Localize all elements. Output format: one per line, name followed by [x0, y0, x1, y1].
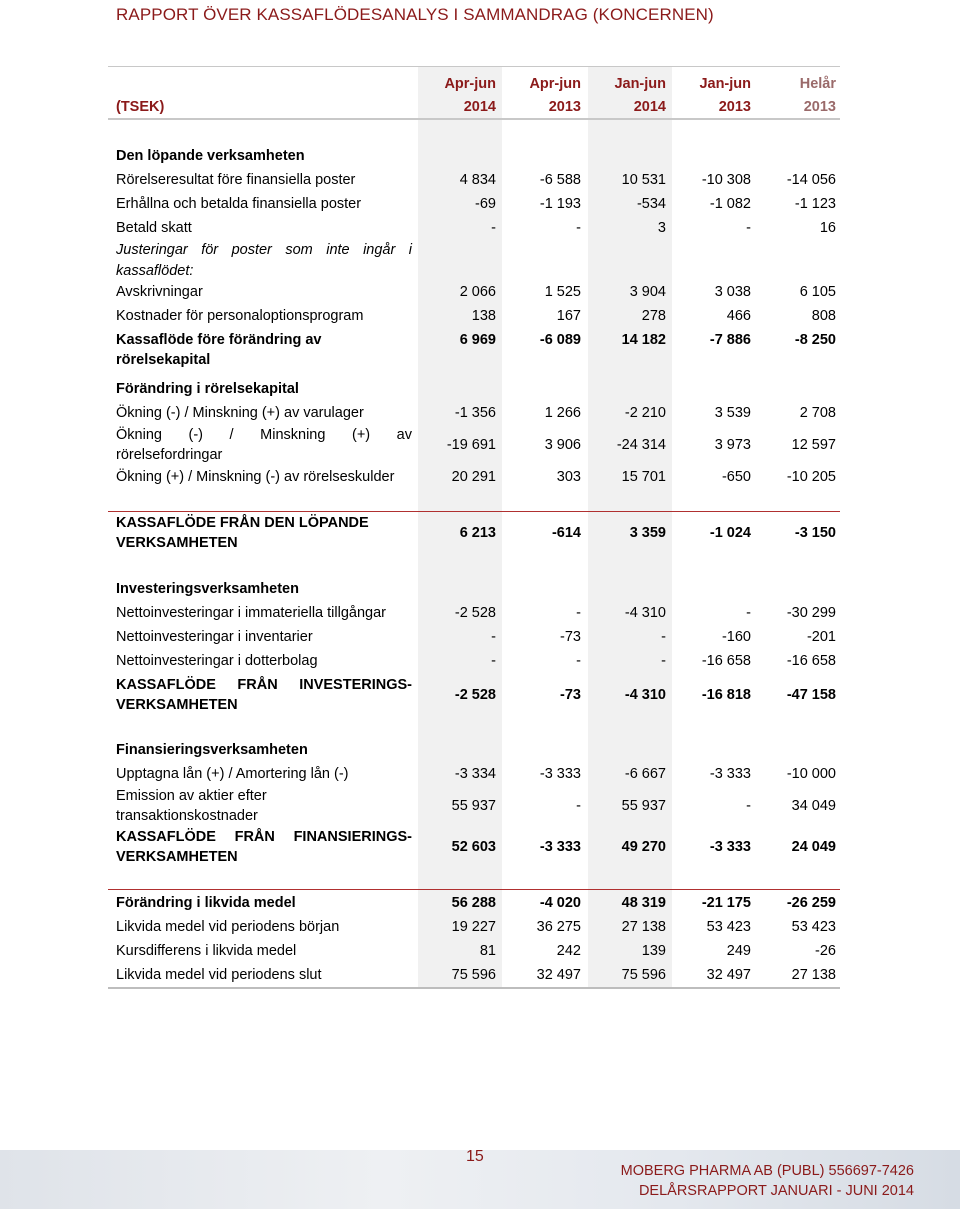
cell-value: 242 [556, 943, 581, 959]
cell-value: 48 319 [621, 895, 666, 911]
cell-value: -1 024 [709, 525, 751, 541]
row-label: Ökning (-) / Minskning (+) av [116, 427, 412, 443]
col-header-year-3: 2014 [633, 99, 666, 115]
row-label: Nettoinvesteringar i dotterbolag [116, 653, 318, 669]
cell-value: 3 359 [629, 525, 666, 541]
cell-value: - [576, 653, 581, 669]
cell-value: 6 105 [799, 284, 836, 300]
cell-value: 55 937 [621, 798, 666, 814]
cell-value: 53 423 [791, 919, 836, 935]
cell-value: 3 973 [714, 437, 751, 453]
header-rule [108, 118, 840, 120]
cell-value: 1 266 [544, 405, 581, 421]
cell-value: -30 299 [786, 605, 836, 621]
cell-value: 34 049 [791, 798, 836, 814]
cell-value: -160 [721, 629, 751, 645]
cell-value: - [491, 629, 496, 645]
cell-value: 278 [641, 308, 666, 324]
row-label: Förändring i likvida medel [116, 895, 296, 911]
cell-value: -73 [560, 629, 581, 645]
cell-value: 32 497 [536, 967, 581, 983]
cell-value: - [661, 653, 666, 669]
cell-value: -2 528 [454, 687, 496, 703]
cell-value: -4 310 [624, 687, 666, 703]
page-title: RAPPORT ÖVER KASSAFLÖDESANALYS I SAMMANDRAG (KONCERNEN) [116, 5, 714, 24]
col-header-period-1: Apr-jun [444, 76, 496, 92]
cell-value: - [491, 653, 496, 669]
col-header-year-1: 2014 [463, 99, 496, 115]
footer-report: DELÅRSRAPPORT JANUARI - JUNI 2014 [638, 1183, 914, 1199]
cell-value: 6 213 [459, 525, 496, 541]
section-heading-label: Investeringsverksamheten [116, 581, 299, 597]
col-header-period-4: Jan-jun [699, 76, 751, 92]
cell-value: 14 182 [621, 332, 666, 348]
cell-value: -6 667 [624, 766, 666, 782]
section-heading-label: Den löpande verksamheten [116, 148, 305, 164]
cell-value: -8 250 [794, 332, 836, 348]
col-header-period-3: Jan-jun [614, 76, 666, 92]
cell-value: 20 291 [451, 469, 496, 485]
cell-value: -21 175 [701, 895, 751, 911]
cell-value: 139 [641, 943, 666, 959]
col-header-period-2: Apr-jun [529, 76, 581, 92]
cell-value: -614 [551, 525, 581, 541]
cell-value: 16 [819, 220, 836, 236]
row-label: KASSAFLÖDE FRÅN DEN LÖPANDE [116, 515, 369, 531]
cell-value: - [746, 605, 751, 621]
cell-value: 3 [657, 220, 666, 236]
row-label: VERKSAMHETEN [116, 697, 238, 713]
cell-value: 53 423 [706, 919, 751, 935]
cell-value: -26 259 [786, 895, 836, 911]
cell-value: - [491, 220, 496, 236]
cell-value: 6 969 [459, 332, 496, 348]
row-label: VERKSAMHETEN [116, 849, 238, 865]
cell-value: 167 [556, 308, 581, 324]
row-label: Kassaflöde före förändring av rörelsekapital [116, 332, 322, 368]
cell-value: -2 528 [454, 605, 496, 621]
cell-value: -10 308 [701, 172, 751, 188]
cell-value: -4 020 [539, 895, 581, 911]
row-label: Kursdifferens i likvida medel [116, 943, 297, 959]
cell-value: 3 906 [544, 437, 581, 453]
row-label: Kostnader för personaloptionsprogram [116, 308, 364, 324]
cell-value: -4 310 [624, 605, 666, 621]
cell-value: 24 049 [791, 839, 836, 855]
row-label: Nettoinvesteringar i inventarier [116, 629, 313, 645]
cell-value: 27 138 [791, 967, 836, 983]
cell-value: -534 [636, 196, 666, 212]
cell-value: 4 834 [459, 172, 496, 188]
cell-value: -7 886 [709, 332, 751, 348]
row-label: Ökning (+) / Minskning (-) av rörelseskulder [116, 469, 395, 485]
cell-value: -16 818 [701, 687, 751, 703]
cell-value: -14 056 [786, 172, 836, 188]
cell-value: - [576, 220, 581, 236]
row-label: Emission av aktier efter [116, 788, 267, 804]
cell-value: -3 333 [709, 839, 751, 855]
cell-value: 2 066 [459, 284, 496, 300]
cell-value: -24 314 [616, 437, 666, 453]
section-heading-label: Finansieringsverksamheten [116, 742, 308, 758]
cell-value: -3 333 [709, 766, 751, 782]
row-label: Erhållna och betalda finansiella poster [116, 196, 362, 212]
cell-value: 52 603 [451, 839, 496, 855]
cell-value: 49 270 [621, 839, 666, 855]
row-label: Likvida medel vid periodens slut [116, 967, 322, 983]
cell-value: - [661, 629, 666, 645]
cell-value: 27 138 [621, 919, 666, 935]
unit-label: (TSEK) [116, 99, 165, 115]
cell-value: 808 [811, 308, 836, 324]
cell-value: -1 123 [794, 196, 836, 212]
cell-value: 19 227 [451, 919, 496, 935]
cell-value: - [576, 798, 581, 814]
cell-value: 3 904 [629, 284, 666, 300]
row-label: Rörelseresultat före finansiella poster [116, 172, 356, 188]
cell-value: -2 210 [624, 405, 666, 421]
page-number: 15 [466, 1148, 484, 1165]
section-heading-label: Förändring i rörelsekapital [116, 381, 299, 397]
col-header-year-4: 2013 [718, 99, 751, 115]
row-label: VERKSAMHETEN [116, 535, 238, 551]
cell-value: -650 [721, 469, 751, 485]
cell-value: 55 937 [451, 798, 496, 814]
cell-value: 32 497 [706, 967, 751, 983]
table-bottom-rule [108, 987, 840, 989]
col-header-period-5: Helår [799, 76, 836, 92]
row-label: KASSAFLÖDE FRÅN INVESTERINGS- [116, 677, 412, 693]
cell-value: -10 000 [786, 766, 836, 782]
footer-company: MOBERG PHARMA AB (PUBL) 556697-7426 [620, 1163, 914, 1179]
cash-rule [108, 889, 840, 890]
cell-value: 3 539 [714, 405, 751, 421]
row-label: Nettoinvesteringar i immateriella tillgångar [116, 605, 386, 621]
col-header-year-5: 2013 [803, 99, 836, 115]
cell-value: -6 588 [539, 172, 581, 188]
cell-value: 12 597 [791, 437, 836, 453]
cell-value: 36 275 [536, 919, 581, 935]
row-label: rörelsefordringar [116, 447, 223, 463]
cell-value: -6 089 [539, 332, 581, 348]
cell-value: -16 658 [786, 653, 836, 669]
total-rule [108, 511, 840, 512]
cell-value: -10 205 [786, 469, 836, 485]
cell-value: -26 [815, 943, 836, 959]
row-label: transaktionskostnader [116, 808, 258, 824]
cell-value: 10 531 [621, 172, 666, 188]
cell-value: -47 158 [786, 687, 836, 703]
cell-value: 303 [556, 469, 581, 485]
cell-value: 75 596 [621, 967, 666, 983]
cell-value: -3 333 [539, 839, 581, 855]
cell-value: -69 [475, 196, 496, 212]
row-label: kassaflödet: [116, 263, 194, 279]
row-label: KASSAFLÖDE FRÅN FINANSIERINGS- [116, 829, 412, 845]
cell-value: -1 356 [454, 405, 496, 421]
cell-value: - [576, 605, 581, 621]
cell-value: -16 658 [701, 653, 751, 669]
cell-value: 138 [471, 308, 496, 324]
row-label: Upptagna lån (+) / Amortering lån (-) [116, 766, 349, 782]
cell-value: 466 [726, 308, 751, 324]
cell-value: 3 038 [714, 284, 751, 300]
cell-value: 56 288 [451, 895, 496, 911]
cell-value: 81 [479, 943, 496, 959]
cell-value: -3 334 [454, 766, 496, 782]
cell-value: 1 525 [544, 284, 581, 300]
cell-value: - [746, 798, 751, 814]
cell-value: -73 [560, 687, 581, 703]
cell-value: - [746, 220, 751, 236]
col-header-year-2: 2013 [548, 99, 581, 115]
row-label: Ökning (-) / Minskning (+) av varulager [116, 405, 364, 421]
cell-value: -1 082 [709, 196, 751, 212]
cell-value: -1 193 [539, 196, 581, 212]
cell-value: 75 596 [451, 967, 496, 983]
cell-value: -3 150 [794, 525, 836, 541]
row-label: Avskrivningar [116, 284, 203, 300]
cell-value: 2 708 [799, 405, 836, 421]
cell-value: 15 701 [621, 469, 666, 485]
row-label: Likvida medel vid periodens början [116, 919, 340, 935]
cell-value: -201 [806, 629, 836, 645]
cell-value: -3 333 [539, 766, 581, 782]
row-label: Betald skatt [116, 220, 192, 236]
cell-value: -19 691 [446, 437, 496, 453]
row-label: Justeringar för poster som inte ingår i [116, 242, 412, 258]
cell-value: 249 [726, 943, 751, 959]
